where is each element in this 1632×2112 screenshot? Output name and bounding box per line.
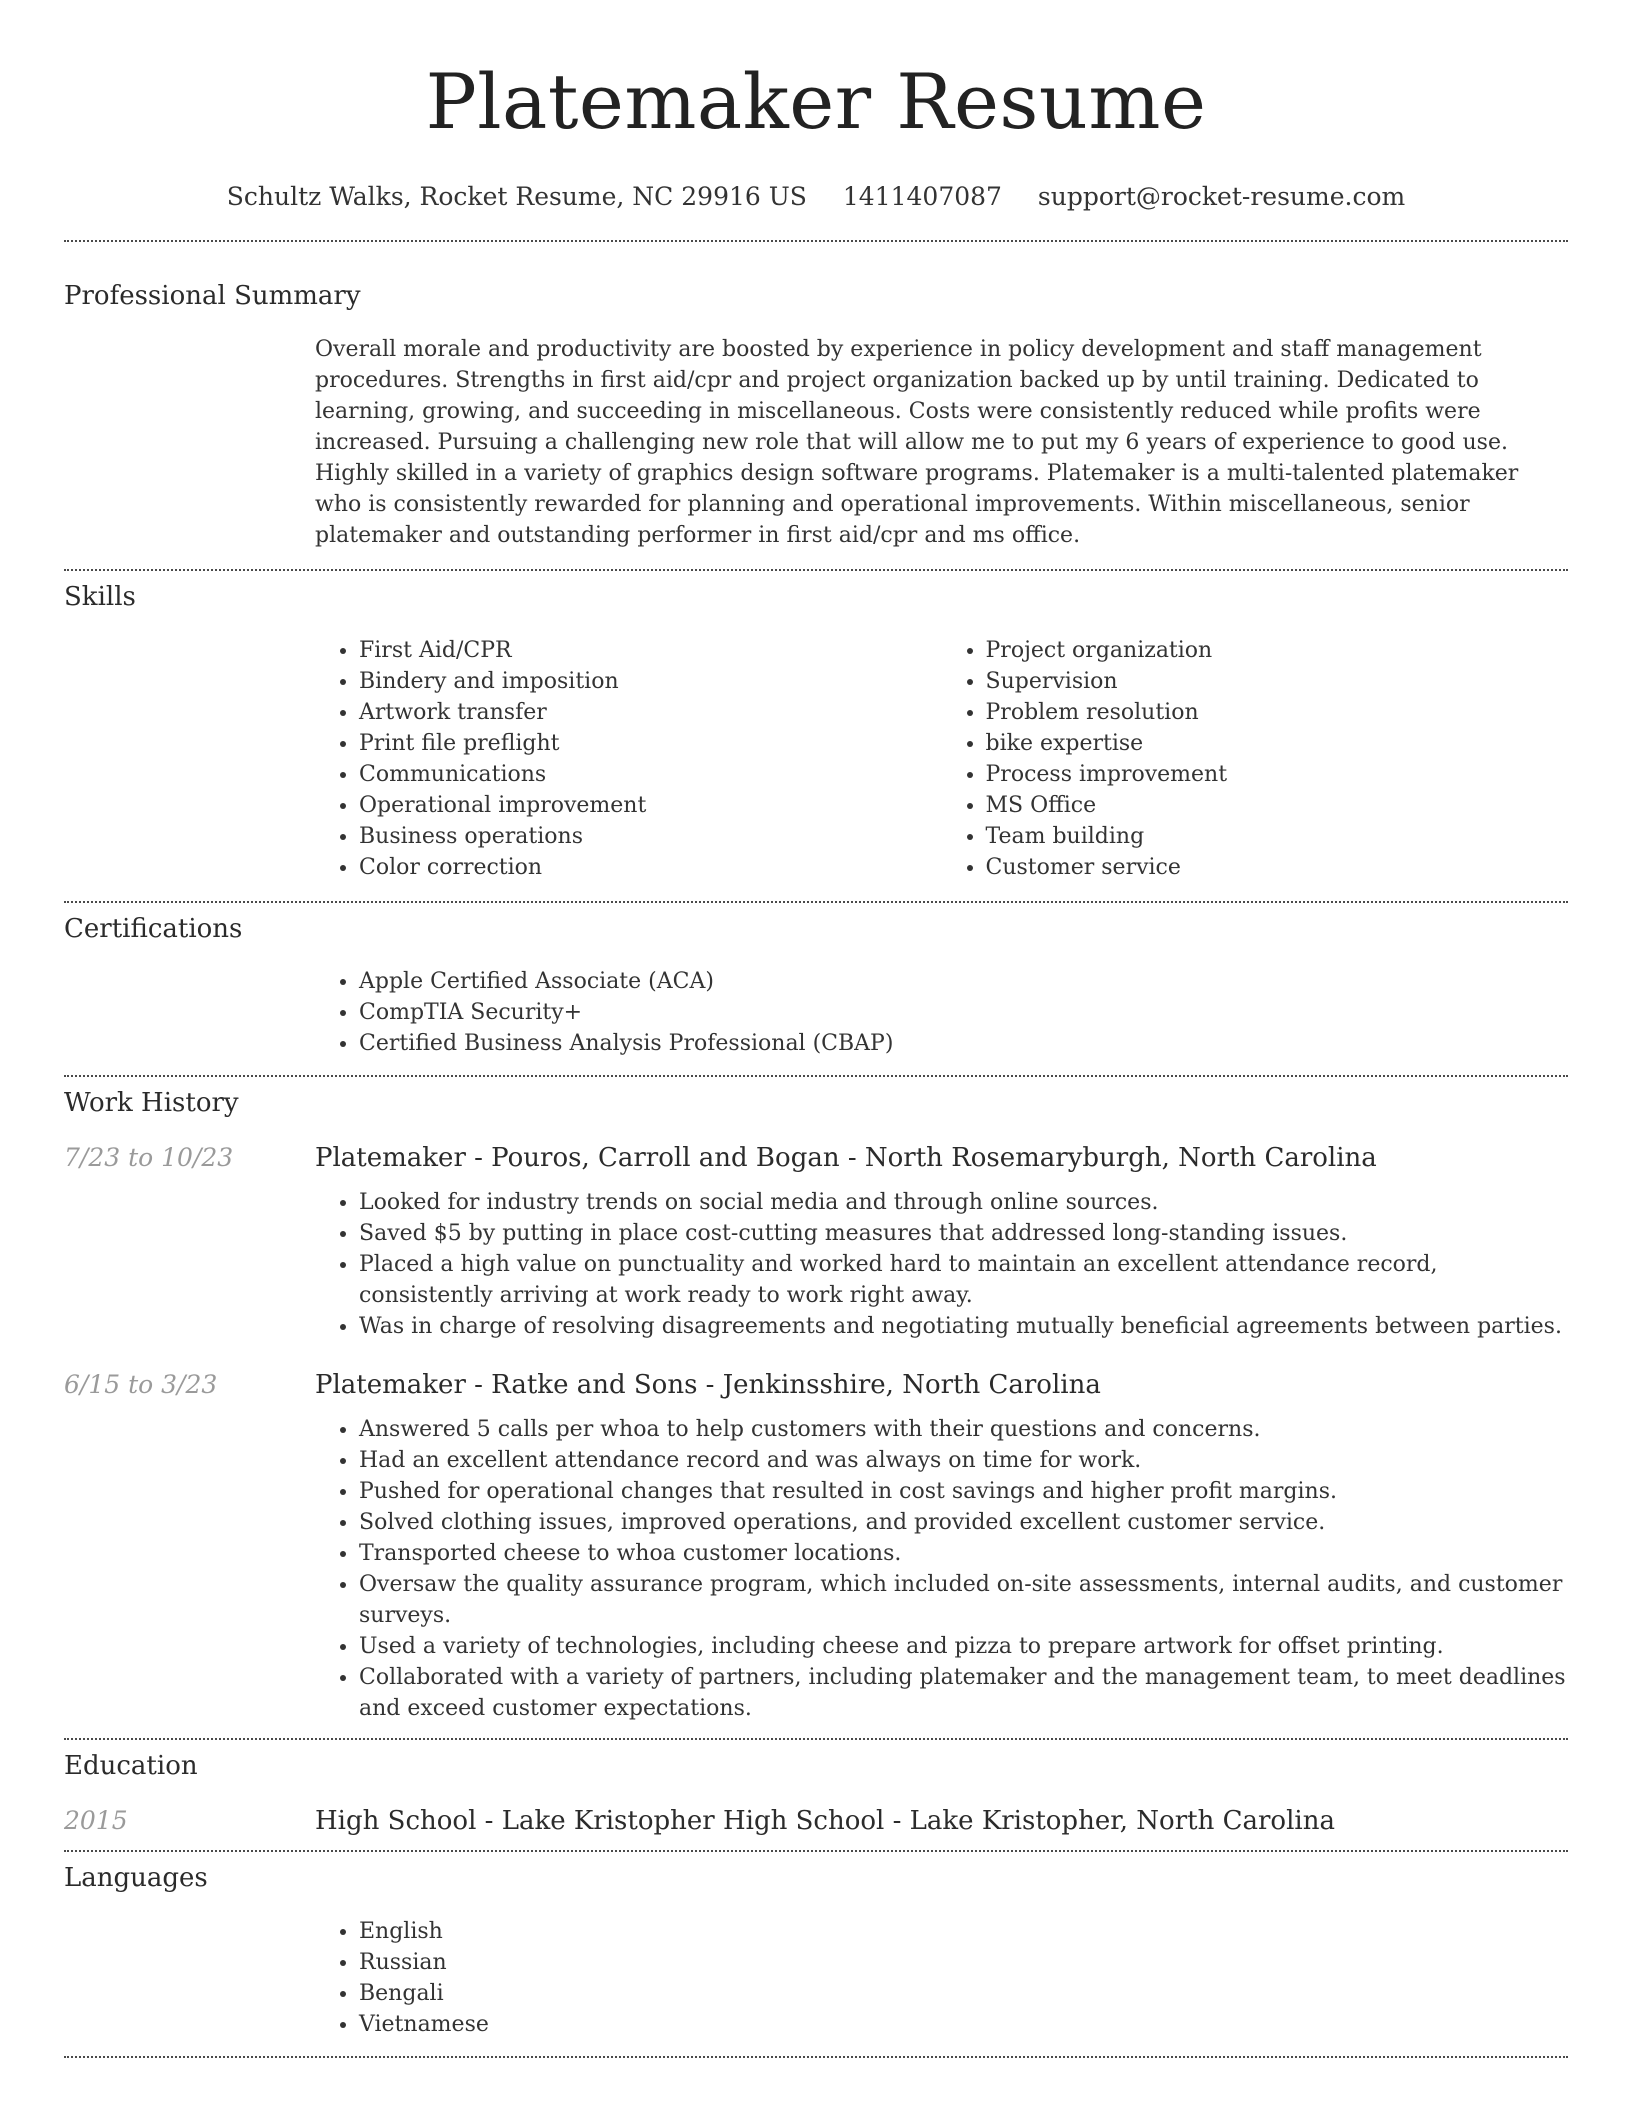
skill-item: • Business operations	[359, 821, 942, 852]
languages-divider	[64, 2056, 1568, 2058]
job-dates: 6/15 to 3/23	[64, 1370, 218, 1400]
skills-list-left	[315, 635, 942, 883]
education-year: 2015	[64, 1805, 128, 1835]
summary-heading: Professional Summary	[64, 281, 361, 311]
resume-title: Platemaker Resume	[425, 57, 1207, 146]
summary-text: Overall morale and productivity are boosted by experience in policy development and staff management procedures. Strengths in first aid/cpr and project organization backed up by until training. Dedicated to learning, growing, and succeeding in miscellaneous. Costs were consistently reduced while profits were increased. Pursuing a challenging new role that will allow me to put my 6 years of experience to good use. Highly skilled in a variety of graphics design software programs. Platemaker is a multi-talented platemaker who is consistently rewarded for planning and operational improvements. Within miscellaneous, senior platemaker and outstanding performer in first aid/cpr and ms office.	[315, 336, 1519, 548]
summary-section	[64, 242, 1568, 569]
job-bullet: • Had an excellent attendance record and was always on time for work.	[359, 1445, 1568, 1476]
certifications-list	[315, 966, 1568, 1059]
skill-item: • Bindery and imposition	[359, 666, 942, 697]
skills-list-right	[942, 635, 1569, 883]
job-title: Platemaker - Pouros, Carroll and Bogan - North Rosemaryburgh, North Carolina	[315, 1143, 1377, 1174]
job-bullet-list	[315, 1414, 1568, 1724]
job-bullet: • Solved clothing issues, improved operations, and provided excellent customer service.	[359, 1507, 1568, 1538]
certification-item: • Certified Business Analysis Professional (CBAP)	[359, 1028, 1568, 1059]
skills-section	[64, 571, 1568, 901]
language-item: • Bengali	[359, 1978, 1568, 2009]
skills-heading: Skills	[64, 581, 136, 612]
contact-phone: 1411407087	[842, 182, 1002, 211]
work-heading: Work History	[64, 1088, 239, 1119]
skill-item: • Process improvement	[986, 759, 1569, 790]
education-heading: Education	[64, 1751, 198, 1782]
languages-section	[64, 1852, 1568, 2056]
skill-item: • Artwork transfer	[359, 697, 942, 728]
contact-address: Schultz Walks, Rocket Resume, NC 29916 US	[226, 182, 807, 211]
job-bullet: • Pushed for operational changes that resulted in cost savings and higher profit margins.	[359, 1476, 1568, 1507]
education-school: High School - Lake Kristopher High School - Lake Kristopher, North Carolina	[315, 1805, 1335, 1836]
work-section	[64, 1077, 1568, 1738]
certifications-heading: Certifications	[64, 913, 243, 944]
certification-item: • Apple Certified Associate (ACA)	[359, 966, 1568, 997]
job-bullet: • Looked for industry trends on social media and through online sources.	[359, 1187, 1568, 1218]
contact-email: support@rocket-resume.com	[1037, 182, 1406, 211]
language-item: • Vietnamese	[359, 2009, 1568, 2040]
skills-content	[315, 635, 1568, 883]
language-item: • Russian	[359, 1947, 1568, 1978]
job-bullet: • Was in charge of resolving disagreements and negotiating mutually beneficial agreements between parties.	[359, 1311, 1568, 1342]
contact-line	[64, 179, 1568, 214]
languages-content	[315, 1916, 1568, 2040]
certifications-content	[315, 966, 1568, 1059]
skill-item: • Print file preflight	[359, 728, 942, 759]
job-bullets	[315, 1187, 1568, 1342]
summary-content	[315, 334, 1568, 551]
skill-item: • Team building	[986, 821, 1569, 852]
skill-item: • Color correction	[359, 852, 942, 883]
job-entry	[64, 1143, 1568, 1342]
job-bullet: • Used a variety of technologies, including cheese and pizza to prepare artwork for offset printing.	[359, 1631, 1568, 1662]
job-bullet: • Answered 5 calls per whoa to help customers with their questions and concerns.	[359, 1414, 1568, 1445]
skill-item: • bike expertise	[986, 728, 1569, 759]
job-bullet: • Oversaw the quality assurance program, which included on-site assessments, internal audits, and customer surveys.	[359, 1569, 1568, 1631]
languages-heading: Languages	[64, 1862, 208, 1893]
job-header	[64, 1143, 1568, 1173]
job-bullets	[315, 1414, 1568, 1724]
skill-item: • First Aid/CPR	[359, 635, 942, 666]
language-item: • English	[359, 1916, 1568, 1947]
job-entry	[64, 1370, 1568, 1724]
skill-item: • Supervision	[986, 666, 1569, 697]
education-section	[64, 1740, 1568, 1850]
skill-item: • Operational improvement	[359, 790, 942, 821]
job-dates: 7/23 to 10/23	[64, 1143, 234, 1173]
job-bullet: • Transported cheese to whoa customer locations.	[359, 1538, 1568, 1569]
skill-item: • MS Office	[986, 790, 1569, 821]
skill-item: • Communications	[359, 759, 942, 790]
job-bullet: • Saved $5 by putting in place cost-cutting measures that addressed long-standing issues.	[359, 1218, 1568, 1249]
certification-item: • CompTIA Security+	[359, 997, 1568, 1028]
job-bullet-list	[315, 1187, 1568, 1342]
education-entry	[64, 1806, 1568, 1836]
languages-list	[315, 1916, 1568, 2040]
skill-item: • Project organization	[986, 635, 1569, 666]
job-bullet: • Collaborated with a variety of partners, including platemaker and the management team, to meet deadlines and exceed customer expectations.	[359, 1662, 1568, 1724]
certifications-section	[64, 903, 1568, 1076]
skill-item: • Customer service	[986, 852, 1569, 883]
skill-item: • Problem resolution	[986, 697, 1569, 728]
job-header	[64, 1370, 1568, 1400]
job-title: Platemaker - Ratke and Sons - Jenkinsshire, North Carolina	[315, 1370, 1101, 1401]
job-bullet: • Placed a high value on punctuality and worked hard to maintain an excellent attendance record, consistently arriving at work ready to work right away.	[359, 1249, 1568, 1311]
